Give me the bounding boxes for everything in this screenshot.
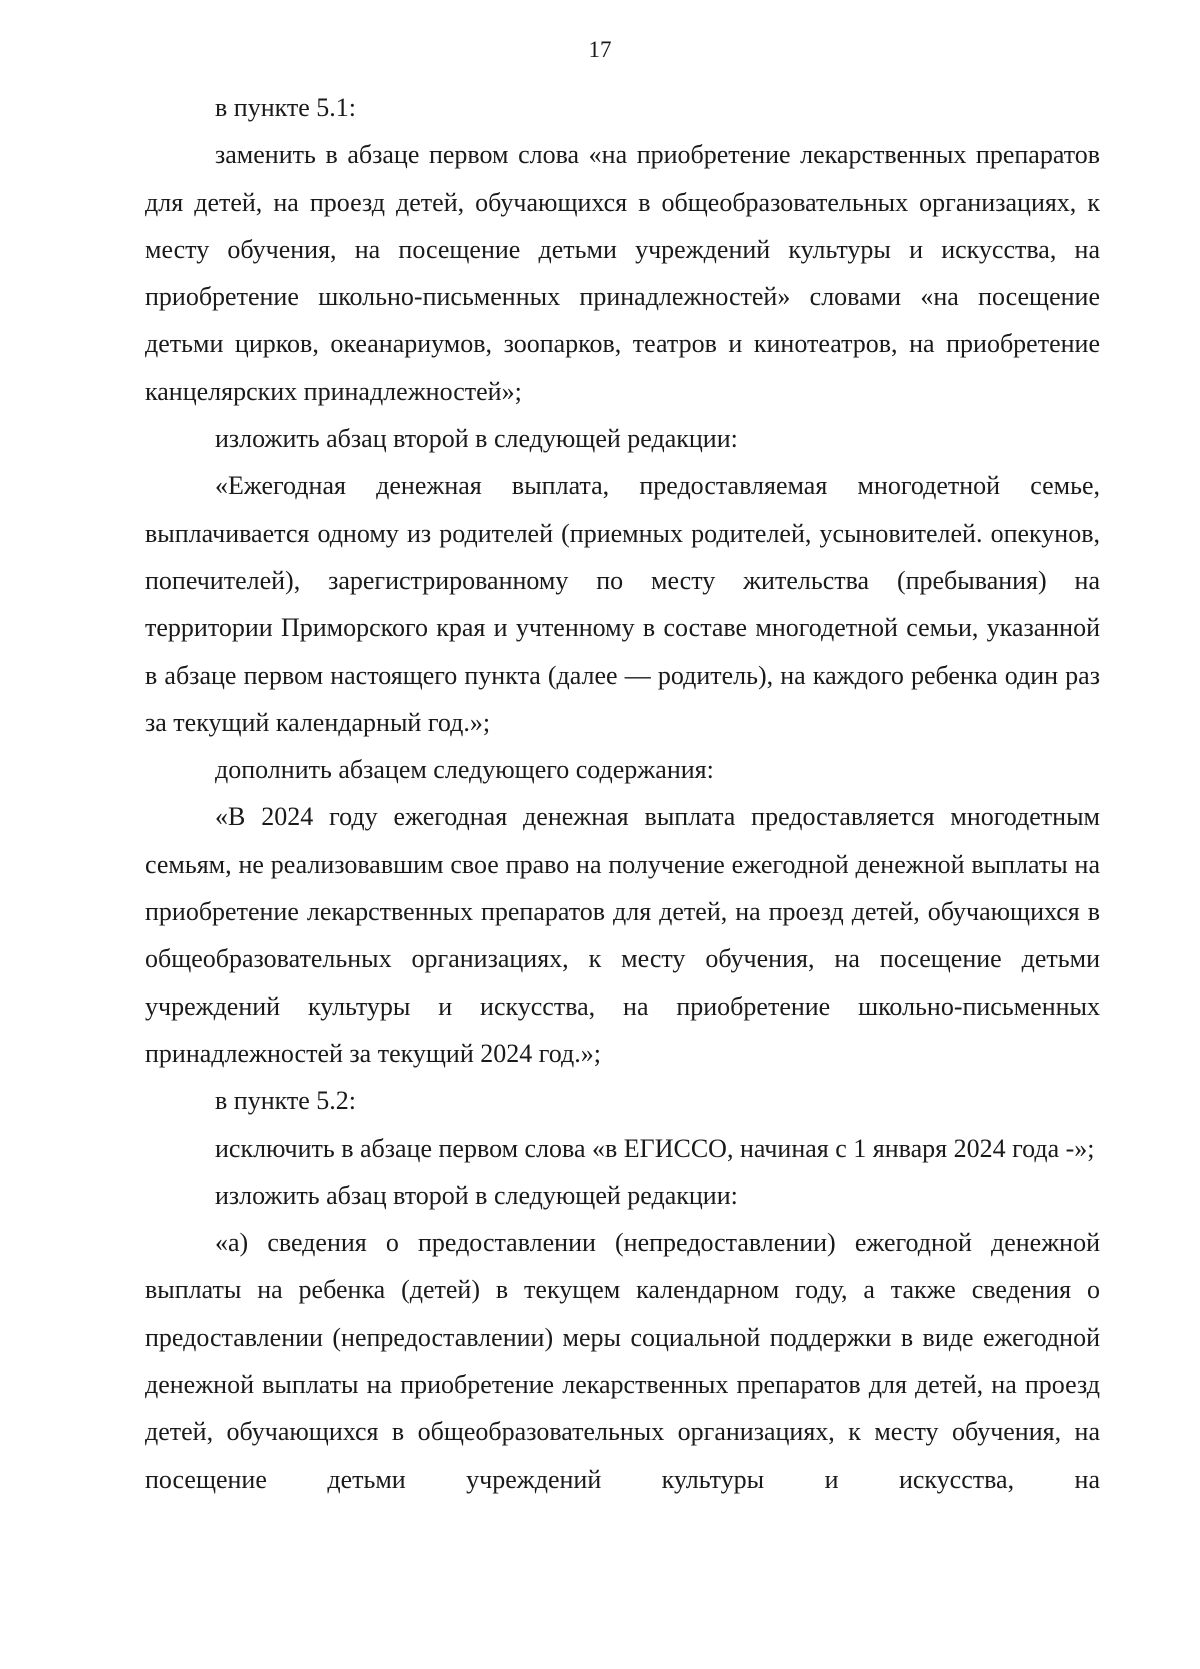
paragraph-clause-5-2-intro: в пункте 5.2: bbox=[215, 1086, 357, 1116]
paragraph-restate-second-intro-2: изложить абзац второй в следующей редакции: bbox=[215, 1180, 738, 1210]
paragraph-add-paragraph-intro: дополнить абзацем следующего содержания: bbox=[215, 755, 714, 785]
paragraph-clause-5-1-intro: в пункте 5.1: bbox=[215, 93, 357, 122]
paragraph-restate-second-intro: изложить абзац второй в следующей редакции: bbox=[215, 424, 738, 454]
paragraph-annual-payment-text: «Ежегодная денежная выплата, предоставляемая многодетной семье, выплачивается одному из родителей (приемных родителей, усыновителей. опекунов, попечителей), зарегистрированному по месту жительства (пребывания) на территории Приморского края и учтенному в составе многодетной семьи, указанной в абзаце первом настоящего пункта (далее — родитель), на каждого ребенка один раз за текущий календарный год.»; bbox=[145, 471, 1100, 737]
document-body bbox=[145, 84, 1100, 1503]
paragraph-2024-payment-text: «В 2024 году ежегодная денежная выплата предоставляется многодетным семьям, не реализовавшим свое право на получение ежегодной денежной выплаты на приобретение лекарственных препаратов для детей, на проезд детей, обучающихся в общеобразовательных организациях, к месту обучения, на посещение детьми учреждений культуры и искусства, на приобретение школьно-письменных принадлежностей за текущий 2024 год.»; bbox=[145, 802, 1100, 1068]
paragraph-replace-words: заменить в абзаце первом слова «на приобретение лекарственных препаратов для детей, на проезд детей, обучающихся в общеобразовательных организациях, к месту обучения, на посещение детьми учреждений культуры и искусства, на приобретение школьно-письменных принадлежностей» словами «на посещение детьми цирков, океанариумов, зоопарков, театров и кинотеатров, на приобретение канцелярских принадлежностей»; bbox=[145, 140, 1100, 406]
paragraph-item-a-text: «а) сведения о предоставлении (непредоставлении) ежегодной денежной выплаты на ребенка (детей) в текущем календарном году, а также сведения о предоставлении (непредоставлении) меры социальной поддержки в виде ежегодной денежной выплаты на приобретение лекарственных препаратов для детей, на проезд детей, обучающихся в общеобразовательных организациях, к месту обучения, на посещение детьми учреждений культуры и искусства, на bbox=[145, 1228, 1100, 1494]
page-number: 17 bbox=[588, 37, 612, 62]
paragraph-exclude-words: исключить в абзаце первом слова «в ЕГИССО, начиная с 1 января 2024 года -»; bbox=[215, 1133, 1095, 1163]
